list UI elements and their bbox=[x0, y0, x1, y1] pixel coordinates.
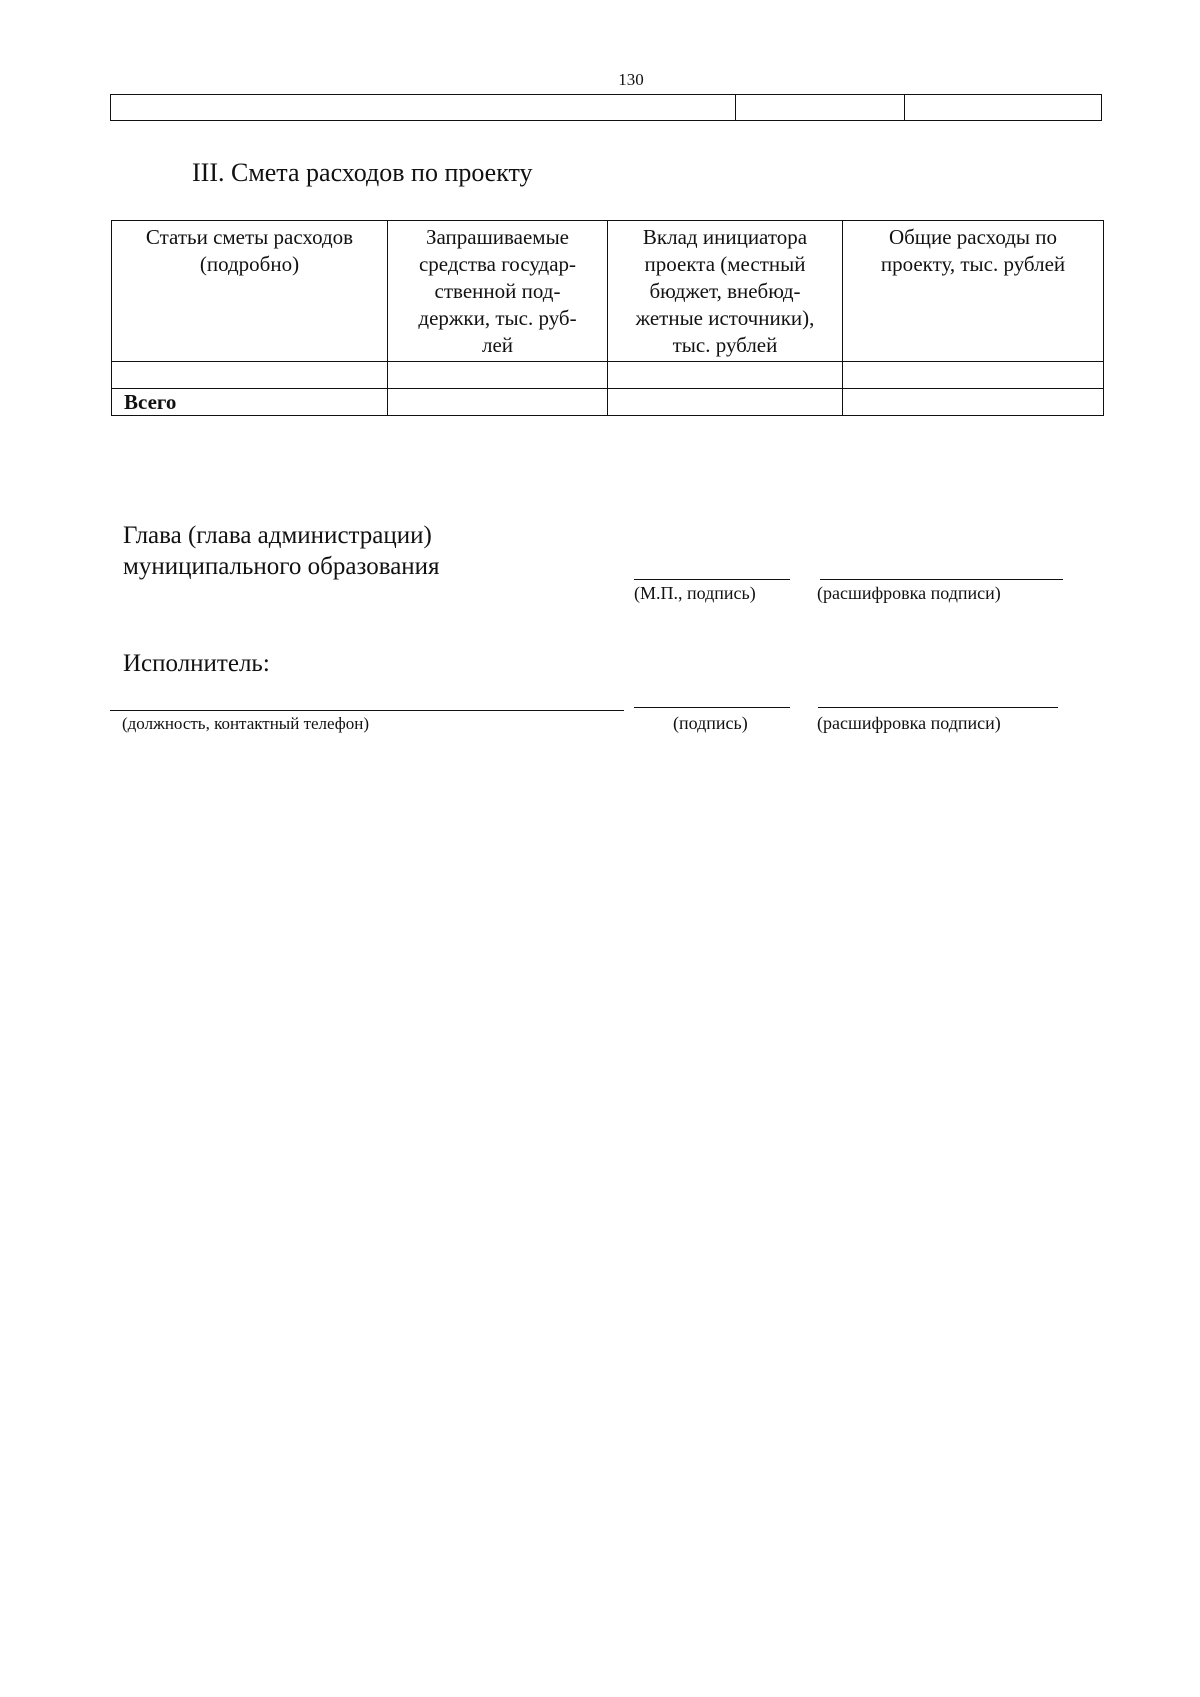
section-title: III. Смета расходов по проекту bbox=[192, 158, 533, 187]
continued-table-cell bbox=[736, 95, 905, 120]
head-title-line1: Глава (глава администрации) bbox=[123, 522, 432, 549]
total-row bbox=[112, 389, 1104, 416]
continued-table-cell bbox=[111, 95, 736, 120]
executor-label: Исполнитель: bbox=[123, 650, 270, 677]
page-number: 130 bbox=[618, 70, 644, 89]
continued-table-cell bbox=[905, 95, 1101, 120]
header-total-expenses: Общие расходы по проекту, тыс. рублей bbox=[843, 221, 1104, 362]
head-decode-line bbox=[820, 579, 1063, 580]
table-cell bbox=[112, 362, 388, 389]
head-signature-line bbox=[634, 579, 790, 580]
table-row bbox=[112, 362, 1104, 389]
header-initiator-contribution: Вклад инициатора проекта (местный бюджет, внебюд- жетные источники), тыс. рублей bbox=[608, 221, 843, 362]
head-sign-caption: (М.П., подпись) bbox=[634, 583, 756, 603]
head-title-block bbox=[123, 520, 440, 582]
table-cell bbox=[608, 362, 843, 389]
expense-estimate-table bbox=[111, 220, 1104, 416]
executor-sign-caption: (подпись) bbox=[673, 713, 748, 733]
total-label: Всего bbox=[112, 389, 388, 416]
table-header-row bbox=[112, 221, 1104, 362]
executor-decode-caption: (расшифровка подписи) bbox=[817, 713, 1001, 733]
table-cell bbox=[388, 389, 608, 416]
head-decode-caption: (расшифровка подписи) bbox=[817, 583, 1001, 603]
executor-decode-line bbox=[818, 707, 1058, 708]
table-cell bbox=[608, 389, 843, 416]
continued-table-row bbox=[110, 94, 1102, 121]
header-requested-state-support: Запрашиваемые средства государ- ственной под- держки, тыс. руб- лей bbox=[388, 221, 608, 362]
table-cell bbox=[843, 389, 1104, 416]
executor-position-caption: (должность, контактный телефон) bbox=[122, 714, 370, 733]
table-cell bbox=[388, 362, 608, 389]
executor-signature-line bbox=[634, 707, 790, 708]
table-cell bbox=[843, 362, 1104, 389]
executor-position-line bbox=[110, 710, 624, 711]
header-expense-items: Статьи сметы расходов (подробно) bbox=[112, 221, 388, 362]
head-title-line2: муниципального образования bbox=[123, 553, 440, 580]
